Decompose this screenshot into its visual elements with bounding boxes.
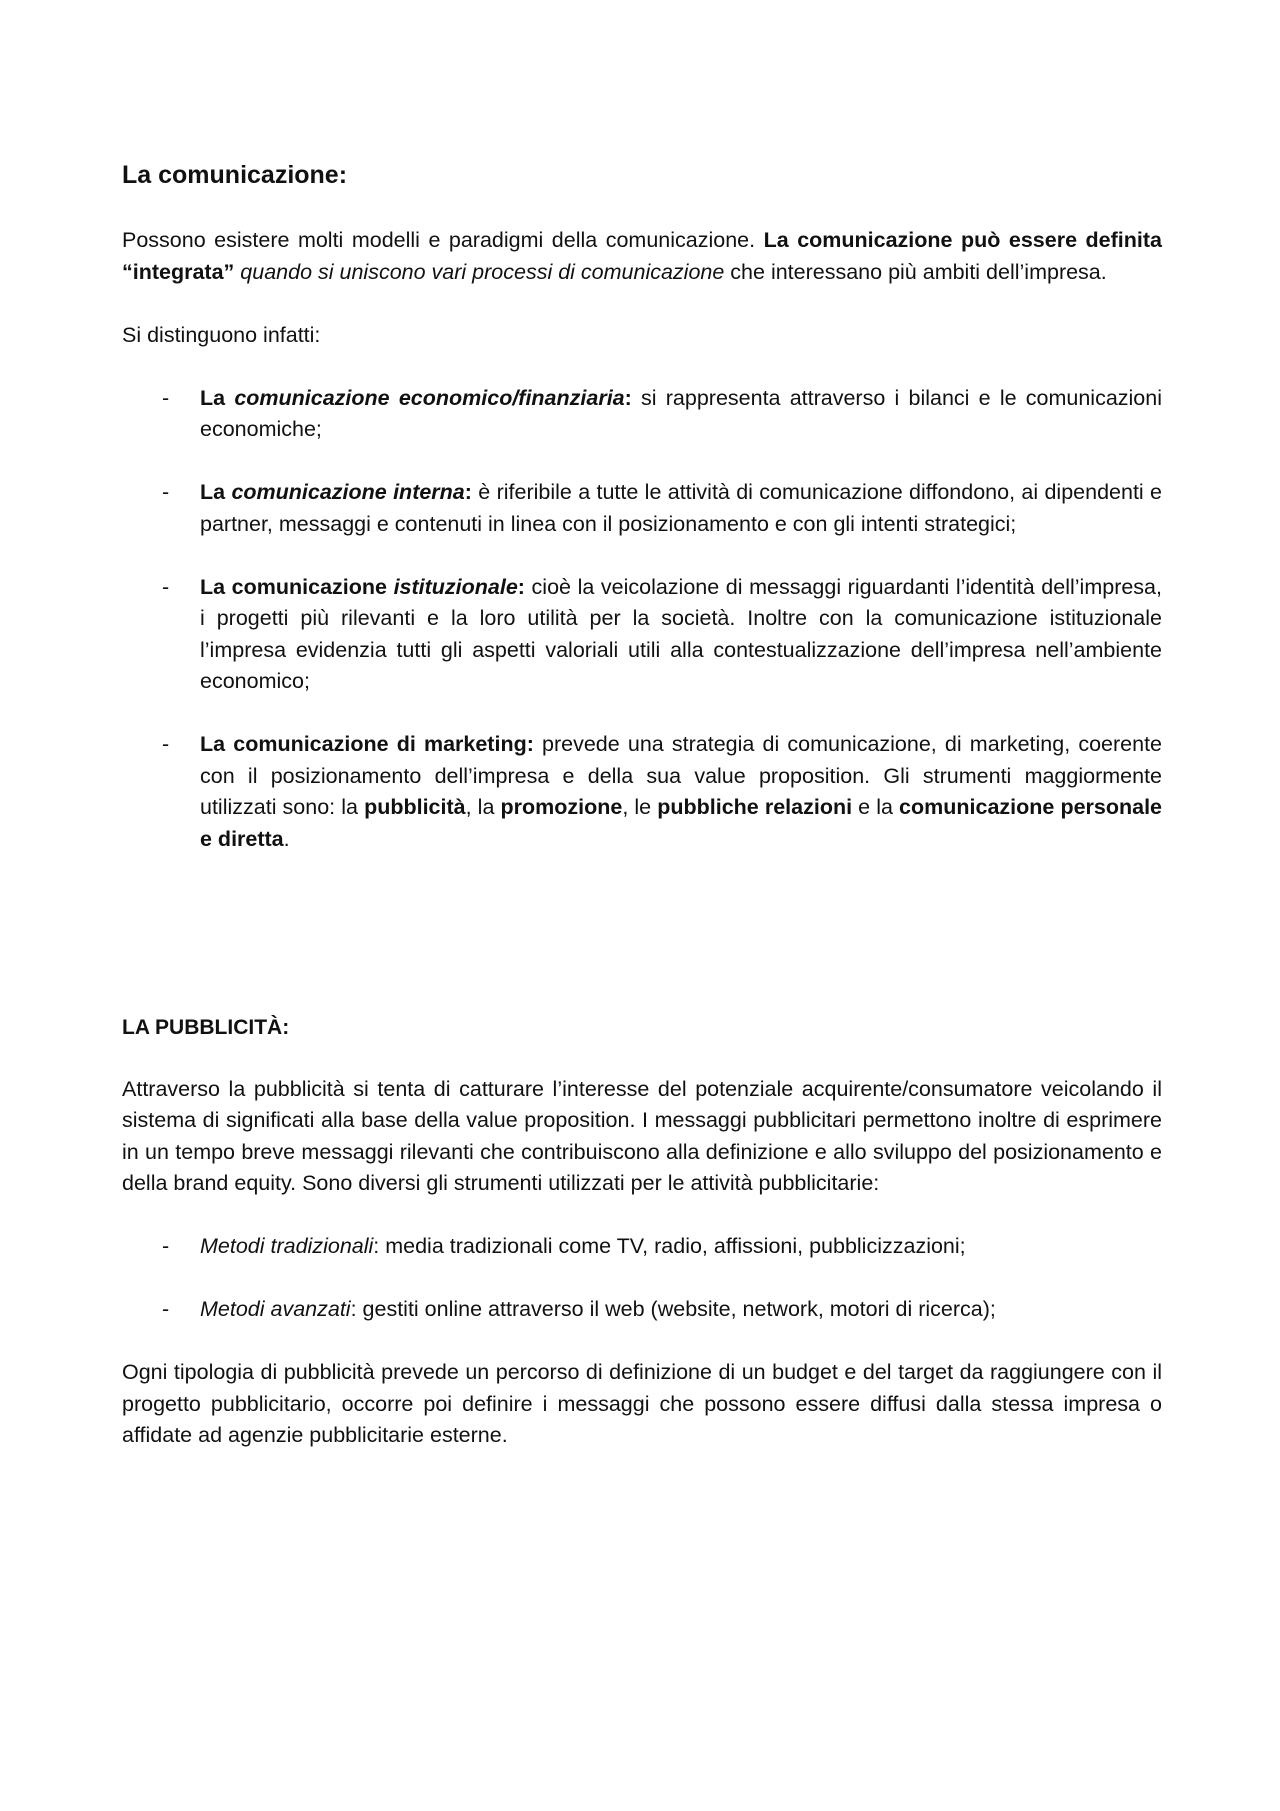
section-spacer bbox=[122, 887, 1162, 1013]
dash-bullet: - bbox=[162, 1297, 170, 1321]
item-term: comunicazione economico/finanziaria bbox=[234, 385, 625, 410]
intro-italic: quando si uniscono vari processi di comunicazione bbox=[240, 259, 725, 284]
intro-bold: La comunicazione può essere definita “integrata” bbox=[122, 228, 1162, 284]
list-item: - La comunicazione istituzionale: cioè la veicolazione di messaggi riguardanti l’identità dell’impresa, i progetti più rilevanti e la loro utilità per la società. Inoltre con la comunicazione istituzionale l’impresa evidenzia tutti gli aspetti valoriali utili alla contestualizzazione dell’impresa nell’ambiente economico; bbox=[122, 572, 1162, 698]
item-term: La comunicazione di marketing: bbox=[200, 732, 534, 756]
list-item: - Metodi tradizionali: media tradizionali come TV, radio, affissioni, pubblicizzazioni; bbox=[122, 1231, 1162, 1263]
item-term: istituzionale bbox=[393, 574, 518, 599]
closing-paragraph: Ogni tipologia di pubblicità prevede un percorso di definizione di un budget e del target da raggiungere con il progetto pubblicitario, occorre poi definire i messaggi che possono essere diffusi dalla stessa impresa o affidate ad agenzie pubblicitarie esterne. bbox=[122, 1360, 1162, 1447]
section-title-pubblicita: LA PUBBLICITÀ: bbox=[122, 1015, 290, 1039]
item-term: comunicazione interna bbox=[231, 480, 465, 504]
comunicazione-list bbox=[122, 383, 1162, 856]
list-item: - Metodi avanzati: gestiti online attraverso il web (website, network, motori di ricerca); bbox=[122, 1294, 1162, 1326]
list-item: - La comunicazione interna: è riferibile a tutte le attività di comunicazione diffondono, ai dipendenti e partner, messaggi e contenuti in linea con il posizionamento e con gli intenti strategici; bbox=[122, 477, 1162, 540]
pubblicita-intro-paragraph: Attraverso la pubblicità si tenta di catturare l’interesse del potenziale acquirente/consumatore veicolando il sistema di significati alla base della value proposition. I messaggi pubblicitari permettono inoltre di esprimere in un tempo breve messaggi rilevanti che contribuiscono alla definizione e allo sviluppo del posizionamento e della brand equity. Sono diversi gli strumenti utilizzati per le attività pubblicitarie: bbox=[122, 1076, 1162, 1195]
dash-bullet: - bbox=[162, 480, 170, 504]
dash-bullet: - bbox=[162, 1234, 170, 1258]
item-term: Metodi avanzati bbox=[200, 1297, 351, 1321]
dash-bullet: - bbox=[162, 732, 170, 756]
intro-text: Possono esistere molti modelli e paradigmi della comunicazione. bbox=[122, 228, 764, 252]
pubblicita-list bbox=[122, 1231, 1162, 1326]
dash-bullet: - bbox=[162, 574, 170, 599]
item-term: Metodi tradizionali bbox=[200, 1234, 374, 1258]
distinguish-paragraph: Si distinguono infatti: bbox=[122, 322, 321, 347]
list-item: - La comunicazione di marketing: prevede una strategia di comunicazione, di marketing, coerente con il posizionamento dell’impresa e della sua value proposition. Gli strumenti maggiormente utilizzati sono: la pubblicità, la promozione, le pubbliche relazioni e la comunicazione personale e diretta. bbox=[122, 729, 1162, 855]
section-title-comunicazione: La comunicazione: bbox=[122, 161, 348, 189]
dash-bullet: - bbox=[162, 385, 170, 410]
list-item: - La comunicazione economico/finanziaria: si rappresenta attraverso i bilanci e le comunicazioni economiche; bbox=[122, 383, 1162, 446]
intro-paragraph: Possono esistere molti modelli e paradigmi della comunicazione. La comunicazione può essere definita “integrata” quando si uniscono vari processi di comunicazione che interessano più ambiti dell’impresa. bbox=[122, 228, 1162, 284]
